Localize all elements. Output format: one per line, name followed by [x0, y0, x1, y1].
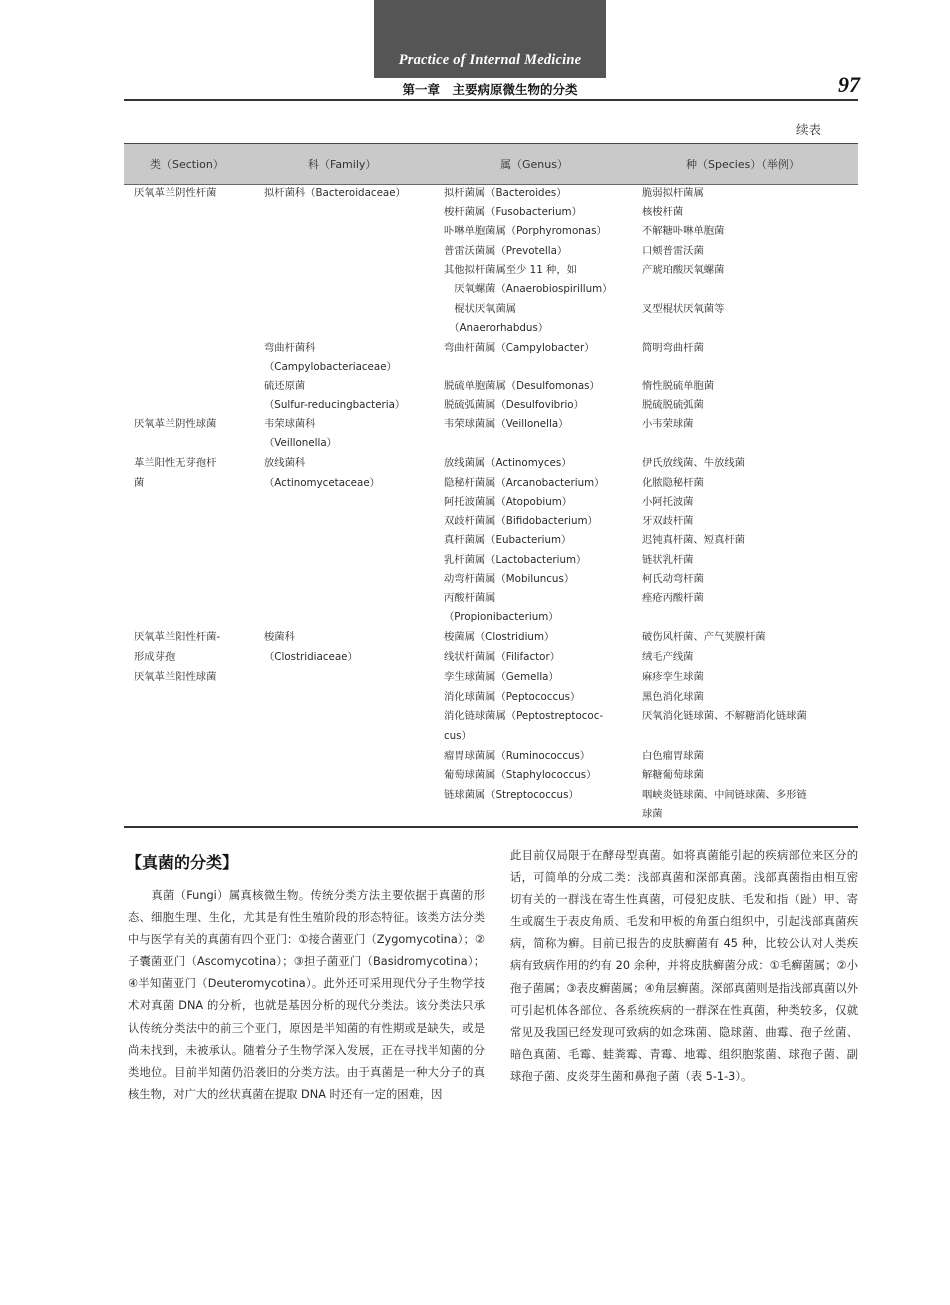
family-cell: （Veillonella） [264, 437, 337, 449]
species-cell: 化脓隐秘杆菌 [642, 477, 704, 489]
genus-cell: 脱硫弧菌属（Desulfovibrio） [444, 399, 584, 411]
table-bottom-rule [124, 826, 858, 828]
family-cell: 放线菌科 [264, 457, 306, 469]
body-paragraph-left: 真菌（Fungi）属真核微生物。传统分类方法主要依据于真菌的形态、细胞生理、生化，尤其是有性生殖阶段的形态特征。该类方法分类中与医学有关的真菌有四个亚门：①接合菌亚门（Zygomycotina）；②子囊菌亚门（Ascomycotina）；③担子菌亚门（Basidromycotina）；④半知菌亚门（Deuteromycotina）。此外还可采用现代分子生物学技术对真菌 DNA 的分析，也就是基因分析的现代分类法。该分类法只承认传统分类法中的前三个亚门，原因是半知菌的有性期或是缺失，或是尚未找到，未被承认。随着分子生物学深入发展，正在寻找半知菌的分类地位。目前半知菌仍沿袭旧的分类方法。由于真菌是一种大分子的真核生物，对广大的丝状真菌在提取 DNA 时还有一定的困难，因 [128, 889, 485, 1101]
family-cell: （Actinomycetaceae） [264, 477, 380, 489]
species-cell: 链状乳杆菌 [642, 554, 694, 566]
col-header-section: 类（Section） [150, 158, 224, 171]
species-cell: 球菌 [642, 808, 663, 820]
species-cell: 简明弯曲杆菌 [642, 342, 704, 354]
species-cell: 牙双歧杆菌 [642, 515, 694, 527]
genus-cell: 韦荣球菌属（Veillonella） [444, 418, 569, 430]
genus-cell: 消化链球菌属（Peptostreptococ- [444, 710, 604, 722]
col-header-species: 种（Species）（举例） [686, 158, 800, 171]
family-cell: （Clostridiaceae） [264, 651, 358, 663]
book-title: Practice of Internal Medicine [398, 52, 582, 68]
genus-cell: 其他拟杆菌属至少 11 种，如 [444, 264, 577, 276]
genus-cell: 阿托波菌属（Atopobium） [444, 496, 573, 508]
header-rule [124, 99, 858, 101]
species-cell: 核梭杆菌 [642, 206, 684, 218]
family-cell: （Campylobacteriaceae） [264, 361, 397, 373]
genus-cell: 消化球菌属（Peptococcus） [444, 691, 581, 703]
species-cell: 柯氏动弯杆菌 [642, 573, 704, 585]
species-cell: 麻疹孪生球菌 [642, 671, 704, 683]
species-cell: 不解糖卟啉单胞菌 [642, 225, 725, 237]
family-cell: 韦荣球菌科 [264, 418, 316, 430]
family-cell: 弯曲杆菌科 [264, 342, 316, 354]
species-cell: 绒毛产线菌 [642, 651, 694, 663]
genus-cell: 双歧杆菌属（Bifidobacterium） [444, 515, 598, 527]
genus-cell: 隐秘杆菌属（Arcanobacterium） [444, 477, 605, 489]
body-paragraph-right: 此目前仅局限于在酵母型真菌。如将真菌能引起的疾病部位来区分的话，可简单的分成二类：浅部真菌和深部真菌。浅部真菌指由相互密切有关的一群浅在寄生性真菌，可侵犯皮肤、毛发和指（趾）甲、寄生或腐生于表皮角质、毛发和甲板的角蛋白组织中，引起浅部真菌疾病，简称为癣。目前已报告的皮肤癣菌有 45 种，比较公认对人类疾病有致病作用的约有 20 余种，并将皮肤癣菌分成：①毛癣菌属；②小孢子菌属；③表皮癣菌属；④角层癣菌。深部真菌则是指浅部真菌以外可引起机体各部位、各系统疾病的一群深在性真菌，种类较多，仅就常见及我国已经发现可致病的如念珠菌、隐球菌、曲霉、孢子丝菌、暗色真菌、毛霉、蛙粪霉、青霉、地霉、组织胞浆菌、球孢子菌、副球孢子菌、皮炎芽生菌和鼻孢子菌（表 5-1-3）。 [510, 849, 858, 1083]
genus-cell: 瘤胃球菌属（Ruminococcus） [444, 750, 591, 762]
col-header-genus: 属（Genus） [500, 158, 568, 171]
genus-cell: 梭杆菌属（Fusobacterium） [444, 206, 582, 218]
genus-cell: 真杆菌属（Eubacterium） [444, 534, 572, 546]
species-cell: 黑色消化球菌 [642, 691, 704, 703]
species-cell: 白色瘤胃球菌 [642, 750, 704, 762]
genus-cell: cus） [444, 730, 472, 742]
section-cell: 形成芽孢 [134, 651, 176, 663]
section-cell: 厌氧革兰阴性杆菌 [134, 187, 217, 199]
section-cell: 厌氧革兰阳性杆菌- [134, 631, 221, 643]
genus-cell: 普雷沃菌属（Prevotella） [444, 245, 568, 257]
genus-cell: （Propionibacterium） [444, 611, 559, 623]
genus-cell: 链球菌属（Streptococcus） [444, 789, 579, 801]
species-cell: 脆弱拟杆菌属 [642, 187, 704, 199]
species-cell: 脱硫脱硫弧菌 [642, 399, 704, 411]
species-cell: 解糖葡萄球菌 [642, 769, 704, 781]
genus-cell: 棍状厌氧菌属 [444, 303, 517, 315]
species-cell: 惰性脱硫单胞菌 [642, 380, 715, 392]
species-cell: 厌氧消化链球菌、不解糖消化链球菌 [642, 710, 807, 722]
page-number: 97 [838, 72, 860, 97]
species-cell: 咽峡炎链球菌、中间链球菌、多形链 [642, 789, 807, 801]
genus-cell: 脱硫单胞菌属（Desulfomonas） [444, 380, 600, 392]
family-cell: 拟杆菌科（Bacteroidaceae） [264, 187, 406, 199]
family-cell: 硫还原菌 [264, 380, 306, 392]
genus-cell: （Anaerorhabdus） [444, 322, 549, 334]
genus-cell: 线状杆菌属（Filifactor） [444, 651, 561, 663]
section-cell: 菌 [134, 477, 145, 489]
species-cell: 伊氏放线菌、牛放线菌 [642, 457, 745, 469]
species-cell: 破伤风杆菌、产气荚膜杆菌 [642, 631, 766, 643]
section-heading: 【真菌的分类】 [126, 853, 239, 872]
genus-cell: 孪生球菌属（Gemella） [444, 671, 559, 683]
species-cell: 产琥珀酸厌氧螺菌 [642, 264, 725, 276]
genus-cell: 梭菌属（Clostridium） [444, 631, 555, 643]
genus-cell: 卟啉单胞菌属（Porphyromonas） [444, 225, 607, 237]
genus-cell: 乳杆菌属（Lactobacterium） [444, 554, 587, 566]
genus-cell: 丙酸杆菌属 [444, 592, 496, 604]
species-cell: 小阿托波菌 [642, 496, 694, 508]
species-cell: 叉型棍状厌氧菌等 [642, 303, 725, 315]
section-cell: 革兰阳性无芽孢杆 [134, 457, 217, 469]
family-cell: （Sulfur-reducingbacteria） [264, 399, 406, 411]
family-cell: 梭菌科 [264, 631, 295, 643]
species-cell: 口颊普雷沃菌 [642, 245, 704, 257]
genus-cell: 弯曲杆菌属（Campylobacter） [444, 342, 595, 354]
species-cell: 小韦荣球菌 [642, 418, 694, 430]
species-cell: 痤疮丙酸杆菌 [642, 592, 704, 604]
section-cell: 厌氧革兰阳性球菌 [134, 671, 217, 683]
section-cell: 厌氧革兰阴性球菌 [134, 418, 217, 430]
chapter-title: 第一章 主要病原微生物的分类 [402, 82, 578, 97]
species-cell: 迟钝真杆菌、短真杆菌 [642, 534, 745, 546]
genus-cell: 放线菌属（Actinomyces） [444, 457, 572, 469]
genus-cell: 拟杆菌属（Bacteroides） [444, 187, 567, 199]
genus-cell: 动弯杆菌属（Mobiluncus） [444, 573, 575, 585]
genus-cell: 葡萄球菌属（Staphylococcus） [444, 769, 597, 781]
col-header-family: 科（Family） [308, 158, 377, 171]
genus-cell: 厌氧螺菌（Anaerobiospirillum） [444, 283, 613, 295]
continued-label: 续表 [796, 122, 822, 137]
